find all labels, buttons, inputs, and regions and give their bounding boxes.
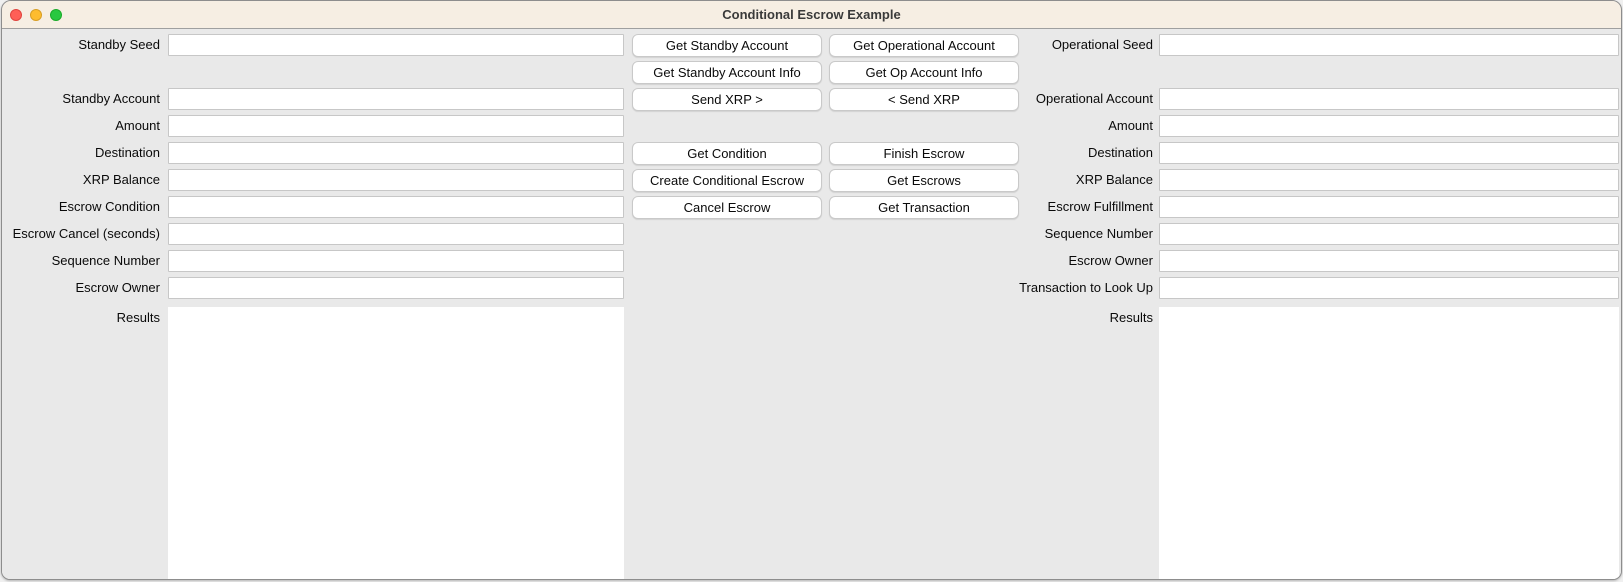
- get-escrows-button[interactable]: Get Escrows: [829, 169, 1019, 192]
- operational-amount-label: Amount: [1108, 118, 1153, 133]
- operational-account-input[interactable]: [1159, 88, 1619, 110]
- escrow-cancel-label: Escrow Cancel (seconds): [12, 226, 160, 241]
- standby-escrow-owner-input[interactable]: [168, 277, 624, 299]
- standby-sequence-number-label: Sequence Number: [51, 253, 160, 268]
- standby-seed-input[interactable]: [168, 34, 624, 56]
- transaction-lookup-label: Transaction to Look Up: [1019, 280, 1153, 295]
- operational-escrow-owner-label: Escrow Owner: [1068, 253, 1153, 268]
- escrow-fulfillment-input[interactable]: [1159, 196, 1619, 218]
- standby-amount-label: Amount: [115, 118, 160, 133]
- standby-account-input[interactable]: [168, 88, 624, 110]
- standby-xrp-balance-label: XRP Balance: [82, 172, 160, 187]
- get-condition-button[interactable]: Get Condition: [632, 142, 822, 165]
- operational-destination-label: Destination: [1087, 145, 1153, 160]
- escrow-condition-label: Escrow Condition: [58, 199, 160, 214]
- operational-destination-input[interactable]: [1159, 142, 1619, 164]
- send-xrp-right-button[interactable]: Send XRP >: [632, 88, 822, 111]
- main-content: [2, 29, 1621, 579]
- standby-amount-input[interactable]: [168, 115, 624, 137]
- operational-sequence-number-input[interactable]: [1159, 223, 1619, 245]
- standby-results-textarea[interactable]: [168, 307, 624, 579]
- operational-results-textarea[interactable]: [1159, 307, 1619, 579]
- get-standby-account-button[interactable]: Get Standby Account: [632, 34, 822, 57]
- standby-results-label: Results: [116, 310, 160, 325]
- escrow-fulfillment-label: Escrow Fulfillment: [1047, 199, 1153, 214]
- operational-results-label: Results: [1109, 310, 1153, 325]
- get-operational-account-button[interactable]: Get Operational Account: [829, 34, 1019, 57]
- standby-sequence-number-input[interactable]: [168, 250, 624, 272]
- window: [1, 0, 1622, 580]
- operational-seed-input[interactable]: [1159, 34, 1619, 56]
- operational-xrp-balance-label: XRP Balance: [1075, 172, 1153, 187]
- standby-destination-label: Destination: [94, 145, 160, 160]
- standby-account-label: Standby Account: [62, 91, 160, 106]
- operational-escrow-owner-input[interactable]: [1159, 250, 1619, 272]
- operational-sequence-number-label: Sequence Number: [1044, 226, 1153, 241]
- escrow-condition-input[interactable]: [168, 196, 624, 218]
- operational-seed-label: Operational Seed: [1051, 37, 1153, 52]
- standby-xrp-balance-input[interactable]: [168, 169, 624, 191]
- get-op-account-info-button[interactable]: Get Op Account Info: [829, 61, 1019, 84]
- operational-account-label: Operational Account: [1035, 91, 1153, 106]
- get-transaction-button[interactable]: Get Transaction: [829, 196, 1019, 219]
- standby-escrow-owner-label: Escrow Owner: [75, 280, 160, 295]
- create-conditional-escrow-button[interactable]: Create Conditional Escrow: [632, 169, 822, 192]
- title-bar: [2, 1, 1621, 29]
- operational-amount-input[interactable]: [1159, 115, 1619, 137]
- escrow-cancel-input[interactable]: [168, 223, 624, 245]
- send-xrp-left-button[interactable]: < Send XRP: [829, 88, 1019, 111]
- get-standby-account-info-button[interactable]: Get Standby Account Info: [632, 61, 822, 84]
- cancel-escrow-button[interactable]: Cancel Escrow: [632, 196, 822, 219]
- transaction-lookup-input[interactable]: [1159, 277, 1619, 299]
- standby-destination-input[interactable]: [168, 142, 624, 164]
- standby-seed-label: Standby Seed: [78, 37, 160, 52]
- finish-escrow-button[interactable]: Finish Escrow: [829, 142, 1019, 165]
- window-title: Conditional Escrow Example: [722, 7, 901, 22]
- operational-xrp-balance-input[interactable]: [1159, 169, 1619, 191]
